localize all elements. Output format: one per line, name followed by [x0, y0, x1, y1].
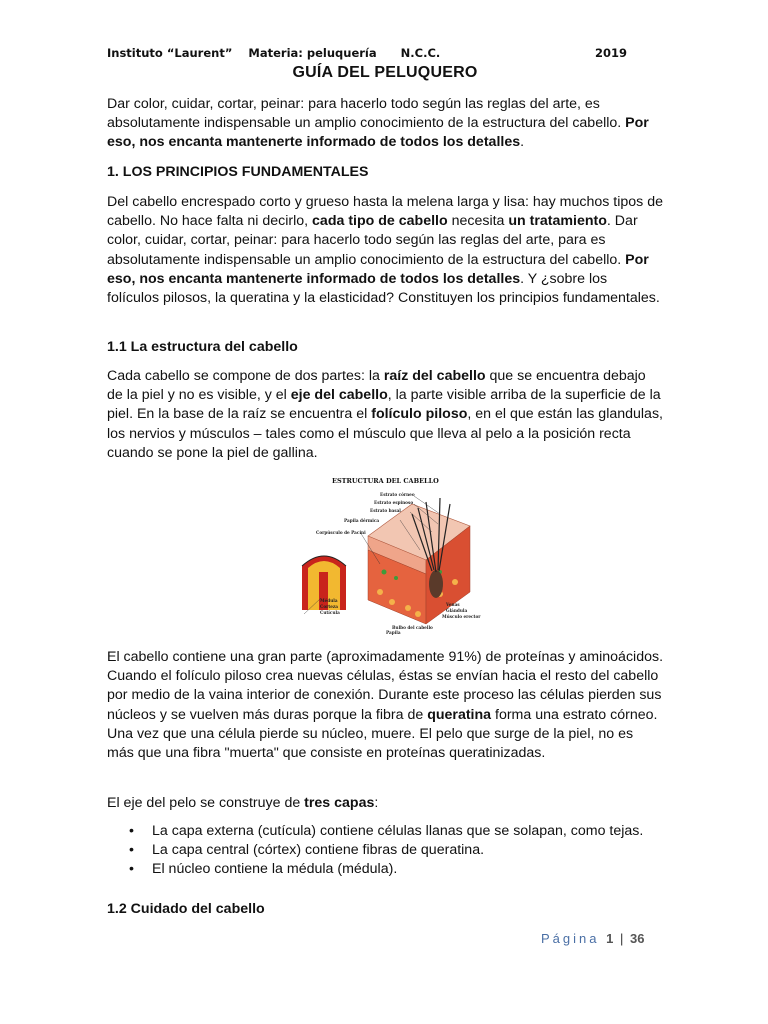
layers-list — [107, 822, 663, 880]
section12-heading: 1.2 Cuidado del cabello — [107, 901, 265, 917]
label-medula: Médula — [320, 598, 338, 603]
hair-structure-figure — [300, 474, 481, 638]
section1-paragraph — [107, 193, 663, 308]
s1-bold-2: un tratamiento — [508, 213, 607, 230]
s1-text-4: . Y ¿sobre los folículos pilosos, la queratina y la elasticidad? Constituyen los principios fundamentales. — [107, 270, 660, 307]
label-papila-dermica: Papila dérmica — [344, 518, 380, 523]
label-estrato-corneo: Estrato córneo — [380, 492, 415, 497]
footer-total-pages: 36 — [629, 931, 645, 946]
proteins-text-2: forma una estrato córneo. Una vez que una célula pierde su núcleo, muere. El pelo que surge de la piel, no es más que una fibra "muerta" que consiste en proteínas queratinizadas. — [107, 706, 658, 762]
intro-text: Dar color, cuidar, cortar, peinar: para hacerlo todo según las reglas del arte, es absolutamente indispensable un amplio conocimiento de la estructura del cabello. — [107, 96, 626, 132]
section1-heading: 1. LOS PRINCIPIOS FUNDAMENTALES — [107, 164, 369, 180]
figure-title: ESTRUCTURA DEL CABELLO — [332, 477, 439, 485]
s1-text-1: Del cabello encrespado corto y grueso hasta la melena larga y lisa: hay muchos tipos de cabello. No hace falta ni decirlo, — [107, 194, 663, 230]
footer-page-word: Página — [541, 931, 600, 946]
intro-bold: Por eso, nos encanta mantenerte informado de todos los detalles — [107, 115, 649, 151]
proteins-bold: queratina — [427, 706, 492, 723]
s1-text-2: necesita — [447, 213, 509, 230]
section11-paragraph — [107, 367, 663, 463]
label-estrato-espinoso: Estrato espinoso — [374, 500, 414, 505]
label-corteza: Corteza — [320, 604, 339, 609]
s11-text-3: , la parte visible arriba de la superficie de la piel. En la base de la raíz se encuentra el — [107, 387, 661, 423]
page-header — [107, 46, 627, 60]
layers-text-2: : — [374, 795, 379, 811]
label-estrato-basal: Estrato basal — [370, 508, 401, 513]
layers-bold: tres capas — [304, 795, 375, 811]
header-institute: Instituto “Laurent” — [107, 46, 233, 60]
label-papila: Papila — [386, 630, 401, 635]
intro-end: . — [520, 134, 525, 151]
proteins-text-1: El cabello contiene una gran parte (aproximadamente 91%) de proteínas y aminoácidos. Cuando el folículo piloso crea nuevas células, éstas se envían hacia el resto del cabello por medio de la vaina interior de conexión. Durante este proceso las células pierden sus núcleos y se vuelven más duras porque la fibra de — [107, 649, 664, 723]
proteins-paragraph — [107, 648, 663, 763]
s11-bold-3: folículo piloso — [371, 406, 468, 423]
label-bulbo: Bulbo del cabello — [392, 625, 433, 630]
header-subject: Materia: peluquería — [248, 46, 377, 60]
label-glandula: Glándula — [446, 608, 468, 613]
header-year: 2019 — [594, 46, 627, 60]
s1-text-3: . Dar color, cuidar, cortar, peinar: para hacerlo todo según las reglas del arte, para es absolutamente indispensable un amplio conocimiento de la estructura del cabello. — [107, 213, 638, 268]
page-footer — [541, 931, 644, 946]
layers-text-1: El eje del pelo se construye de — [107, 795, 305, 811]
footer-page-number: 1 — [606, 931, 614, 946]
s11-text-2: que se encuentra debajo de la piel y no es visible, y el — [107, 368, 646, 404]
list-item: • La capa central (córtex) contiene fibras de queratina. — [107, 841, 663, 860]
label-musculo-erector: Músculo erector — [442, 614, 481, 619]
footer-separator: | — [619, 931, 624, 946]
label-venas: Venas — [446, 602, 460, 607]
section11-heading: 1.1 La estructura del cabello — [107, 339, 298, 355]
s11-text-4: , en el que están las glandulas, los nervios y músculos – tales como el músculo que lleva al pelo a la posición recta cuando se pone la piel de gallina. — [107, 406, 663, 461]
list-item: • El núcleo contiene la médula (médula). — [107, 860, 663, 879]
page-title: GUÍA DEL PELUQUERO — [292, 64, 478, 81]
label-corpusculo-pacini: Corpúsculo de Pacini — [316, 530, 366, 535]
s1-bold-3: Por eso, nos encanta mantenerte informado de todos los detalles — [107, 251, 649, 287]
label-cuticula: Cutícula — [320, 610, 340, 615]
intro-paragraph — [107, 95, 663, 153]
s11-bold-2: eje del cabello — [290, 387, 388, 404]
s1-bold-1: cada tipo de cabello — [312, 213, 448, 230]
list-item: • La capa externa (cutícula) contiene células llanas que se solapan, como tejas. — [107, 822, 663, 841]
header-ncc: N.C.C. — [400, 46, 441, 60]
s11-bold-1: raíz del cabello — [383, 368, 486, 384]
layers-paragraph — [107, 794, 663, 813]
hair-follicle — [429, 570, 443, 598]
s11-text-1: Cada cabello se compone de dos partes: la — [107, 368, 384, 384]
